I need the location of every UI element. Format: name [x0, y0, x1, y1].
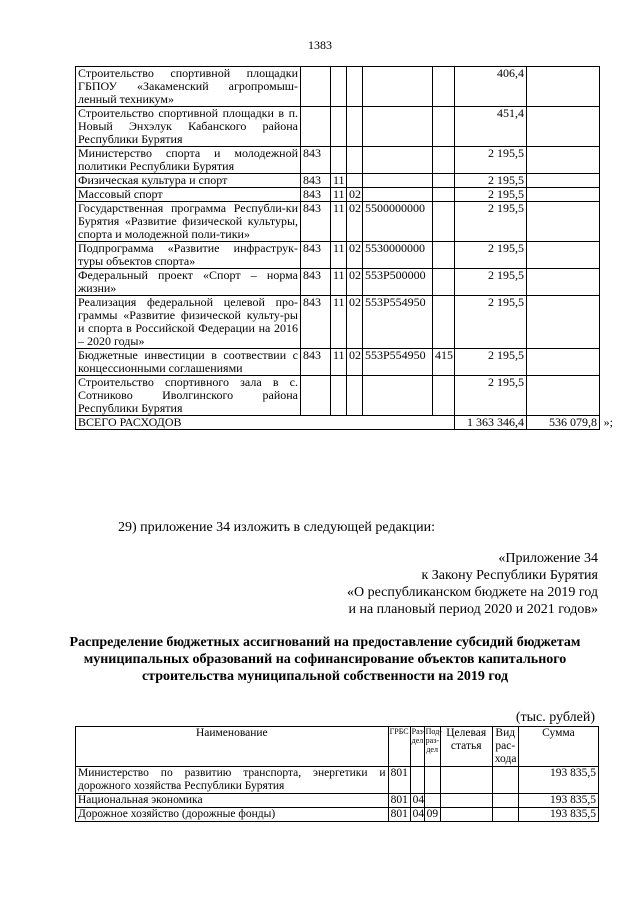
row-sum-2020 — [527, 67, 600, 107]
row-section: 04 — [410, 808, 424, 822]
table-row — [76, 349, 600, 376]
header-subsection: Под-раз-дел — [424, 727, 440, 767]
row-expense-type: 415 — [433, 349, 455, 376]
table-row — [76, 794, 599, 808]
row-expense-type — [492, 794, 518, 808]
row-section: 11 — [331, 349, 347, 376]
row-subsection — [347, 67, 363, 107]
row-name: Федеральный проект «Спорт – норма жизни» — [76, 269, 301, 296]
row-target-item — [363, 107, 433, 147]
appendix-reference — [347, 550, 598, 618]
row-section — [331, 376, 347, 416]
row-subsection — [347, 376, 363, 416]
row-target-item — [440, 794, 492, 808]
row-section — [331, 67, 347, 107]
row-name: Министерство по развитию транспорта, энергетики и дорожного хозяйства Республики Бурятия — [76, 767, 389, 794]
row-subsection: 02 — [347, 296, 363, 349]
header-section: Раз-дел — [410, 727, 424, 767]
row-grbs: 843 — [301, 188, 331, 202]
row-section — [331, 107, 347, 147]
row-name: Подпрограмма «Развитие инфраструк-туры объектов спорта» — [76, 242, 301, 269]
row-section — [410, 767, 424, 794]
row-grbs — [301, 107, 331, 147]
row-name: Строительство спортивного зала в с. Сотниково Иволгинского района Республики Бурятия — [76, 376, 301, 416]
row-expense-type — [433, 107, 455, 147]
row-sum: 193 835,5 — [518, 767, 598, 794]
table-row — [76, 188, 600, 202]
row-sum-2020 — [527, 188, 600, 202]
row-grbs: 843 — [301, 269, 331, 296]
row-target-item — [363, 174, 433, 188]
row-sum-2020 — [527, 376, 600, 416]
row-sum: 193 835,5 — [518, 794, 598, 808]
row-target-item — [440, 808, 492, 822]
row-expense-type — [433, 188, 455, 202]
row-expense-type — [433, 202, 455, 242]
row-section: 11 — [331, 202, 347, 242]
expenditure-table-continuation — [75, 66, 613, 430]
row-grbs: 843 — [301, 202, 331, 242]
row-expense-type — [492, 808, 518, 822]
total-label: ВСЕГО РАСХОДОВ — [76, 416, 455, 430]
row-name: Государственная программа Республи-ки Бурятия «Развитие физической культуры, спорта и молодежной поли-тики» — [76, 202, 301, 242]
row-target-item — [363, 67, 433, 107]
row-subsection — [347, 107, 363, 147]
table-row — [76, 269, 600, 296]
row-target-item: 5530000000 — [363, 242, 433, 269]
table-row — [76, 767, 599, 794]
row-grbs: 801 — [388, 767, 410, 794]
header-grbs: ГРБС — [388, 727, 410, 767]
total-sum-2020-value: 536 079,8 — [549, 415, 597, 429]
row-name: Физическая культура и спорт — [76, 174, 301, 188]
row-section: 11 — [331, 269, 347, 296]
amendment-instruction: 29) приложение 34 изложить в следующей редакции: — [118, 520, 435, 535]
row-section — [331, 147, 347, 174]
row-grbs: 801 — [388, 794, 410, 808]
row-sum-2019: 2 195,5 — [455, 202, 527, 242]
row-sum-2020 — [527, 296, 600, 349]
table-row — [76, 376, 600, 416]
row-sum-2019: 2 195,5 — [455, 349, 527, 376]
row-name: Строительство спортивной площадки в п. Новый Энхэлук Кабанского района Республики Бурятия — [76, 107, 301, 147]
header-target-item: Целевая статья — [440, 727, 492, 767]
row-grbs: 843 — [301, 147, 331, 174]
row-sum-2019: 2 195,5 — [455, 242, 527, 269]
row-target-item: 553P554950 — [363, 349, 433, 376]
row-name: Массовый спорт — [76, 188, 301, 202]
row-sum-2020 — [527, 269, 600, 296]
row-section: 04 — [410, 794, 424, 808]
row-target-item: 553P500000 — [363, 269, 433, 296]
row-name: Строительство спортивной площадки ГБПОУ «Закаменский агропромыш-ленный техникум» — [76, 67, 301, 107]
row-grbs: 801 — [388, 808, 410, 822]
row-sum-2019: 2 195,5 — [455, 147, 527, 174]
row-name: Национальная экономика — [76, 794, 389, 808]
appendix-line-1: «Приложение 34 — [498, 551, 598, 566]
appendix-line-4: и на плановый период 2020 и 2021 годов» — [348, 602, 598, 617]
row-sum-2019: 2 195,5 — [455, 376, 527, 416]
row-name: Дорожное хозяйство (дорожные фонды) — [76, 808, 389, 822]
header-name: Наименование — [76, 727, 389, 767]
row-target-item — [363, 147, 433, 174]
row-expense-type — [492, 767, 518, 794]
row-sum-2020 — [527, 107, 600, 147]
table-row — [76, 107, 600, 147]
subsidy-table — [75, 726, 599, 822]
row-sum-2019: 451,4 — [455, 107, 527, 147]
row-target-item — [363, 188, 433, 202]
row-name: Бюджетные инвестиции в соотвествии с концессионными соглашениями — [76, 349, 301, 376]
row-sum-2020 — [527, 349, 600, 376]
row-grbs — [301, 67, 331, 107]
row-sum-2019: 2 195,5 — [455, 296, 527, 349]
row-target-item — [363, 376, 433, 416]
row-sum-2019: 2 195,5 — [455, 188, 527, 202]
table-row — [76, 242, 600, 269]
row-target-item — [440, 767, 492, 794]
row-section: 11 — [331, 296, 347, 349]
row-expense-type — [433, 147, 455, 174]
row-subsection: 02 — [347, 188, 363, 202]
page-number: 1383 — [308, 38, 332, 52]
row-target-item: 5500000000 — [363, 202, 433, 242]
row-sum: 193 835,5 — [518, 808, 598, 822]
row-expense-type — [433, 296, 455, 349]
row-grbs: 843 — [301, 242, 331, 269]
appendix-line-3: «О республиканском бюджете на 2019 год — [347, 585, 598, 600]
row-grbs — [301, 376, 331, 416]
row-expense-type — [433, 269, 455, 296]
row-sum-2019: 2 195,5 — [455, 174, 527, 188]
row-sum-2020 — [527, 242, 600, 269]
row-name: Реализация федеральной целевой про-граммы «Развитие физической культу-ры и спорта в Российской Федерации на 2016 – 2020 годы» — [76, 296, 301, 349]
closing-quote: »; — [603, 415, 613, 429]
row-sum-2019: 2 195,5 — [455, 269, 527, 296]
row-expense-type — [433, 67, 455, 107]
row-grbs: 843 — [301, 296, 331, 349]
header-sum: Сумма — [518, 727, 598, 767]
row-subsection — [424, 767, 440, 794]
table-row — [76, 174, 600, 188]
table-row — [76, 67, 600, 107]
row-sum-2020 — [527, 174, 600, 188]
row-expense-type — [433, 376, 455, 416]
header-expense-type: Вид рас-хода — [492, 727, 518, 767]
units-label: (тыс. рублей) — [515, 710, 595, 725]
appendix-line-2: к Закону Республики Бурятия — [421, 568, 598, 583]
row-subsection: 02 — [347, 242, 363, 269]
table-row — [76, 202, 600, 242]
row-expense-type — [433, 174, 455, 188]
row-sum-2020 — [527, 202, 600, 242]
row-subsection — [347, 174, 363, 188]
row-subsection: 09 — [424, 808, 440, 822]
row-grbs: 843 — [301, 349, 331, 376]
table-header-row — [76, 727, 599, 767]
row-section: 11 — [331, 174, 347, 188]
row-grbs: 843 — [301, 174, 331, 188]
total-sum-2020 — [527, 415, 613, 430]
row-subsection — [424, 794, 440, 808]
table-row — [76, 808, 599, 822]
row-sum-2020 — [527, 147, 600, 174]
table-row — [76, 147, 600, 174]
row-name: Министерство спорта и молодежной политики Республики Бурятия — [76, 147, 301, 174]
row-sum-2019: 406,4 — [455, 67, 527, 107]
row-subsection — [347, 147, 363, 174]
row-section: 11 — [331, 242, 347, 269]
row-subsection: 02 — [347, 349, 363, 376]
row-expense-type — [433, 242, 455, 269]
row-section: 11 — [331, 188, 347, 202]
row-subsection: 02 — [347, 202, 363, 242]
table-row — [76, 296, 600, 349]
total-sum-2019: 1 363 346,4 — [455, 416, 527, 430]
row-subsection: 02 — [347, 269, 363, 296]
row-target-item: 553P554950 — [363, 296, 433, 349]
section-heading: Распределение бюджетных ассигнований на предоставление субсидий бюджетам муниципальных образований на софинансирование объектов капитального строительства муниципальной собственности на 2019 год — [69, 635, 581, 684]
total-row — [76, 416, 600, 430]
